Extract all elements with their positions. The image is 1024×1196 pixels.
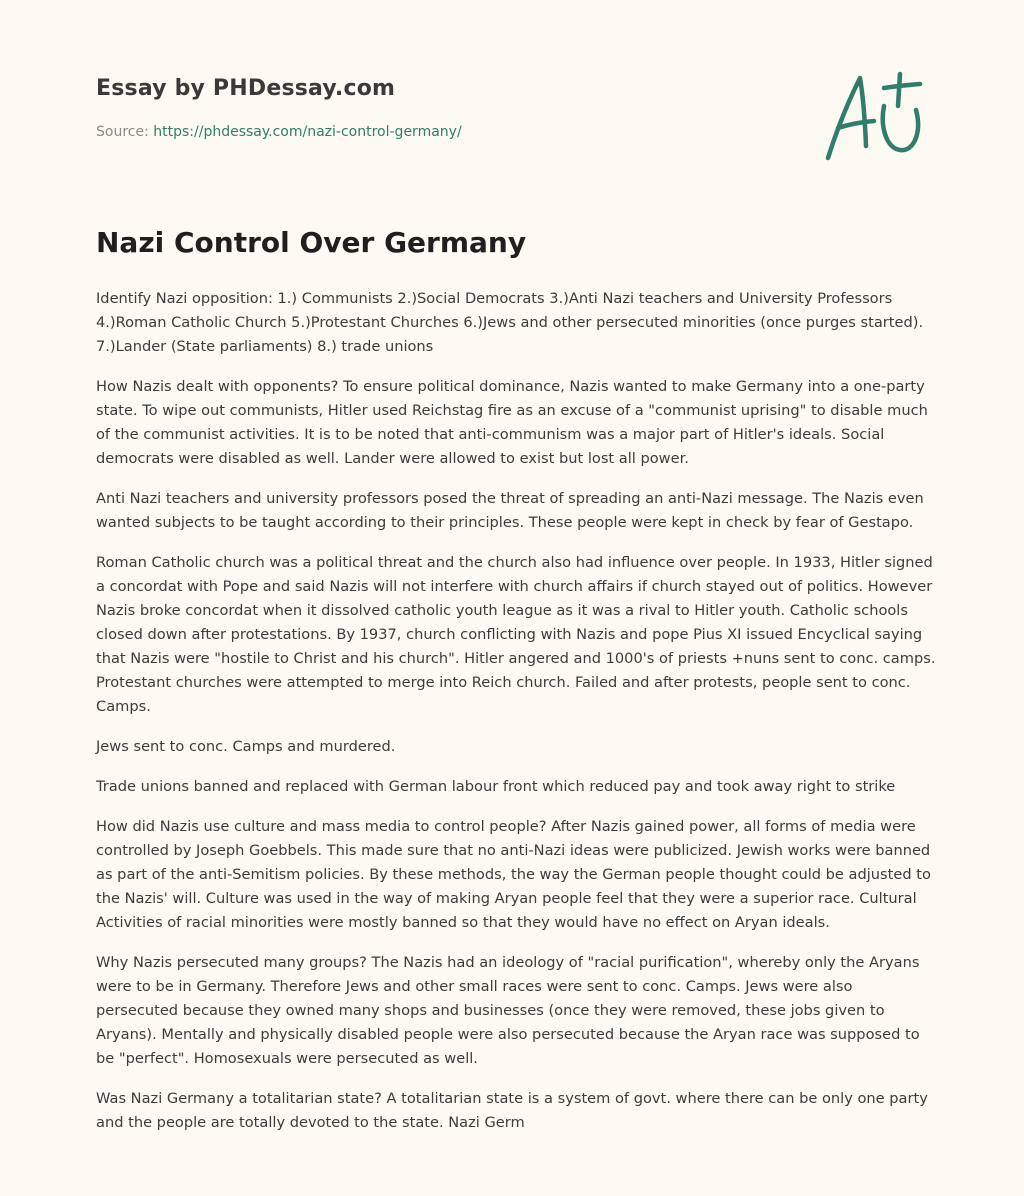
paragraph: How did Nazis use culture and mass media to control people? After Nazis gained power, all forms of media were controlled by Joseph Goebbels. This made sure that no anti-Nazi ideas were publicized. Jewish works were banned as part of the anti-Semitism policies. By these methods, the way the German people thought could be adjusted to the Nazis' will. Culture was used in the way of making Aryan people feel that they were a superior race. Cultural Activities of racial minorities were mostly banned so that they would have no effect on Aryan ideals. — [96, 818, 931, 931]
paragraph: Trade unions banned and replaced with German labour front which reduced pay and took away right to strike — [96, 778, 896, 795]
paragraph: Anti Nazi teachers and university professors posed the threat of spreading an anti-Nazi message. The Nazis even wanted subjects to be taught according to their principles. These people were kept in check by fear of Gestapo. — [96, 490, 924, 531]
site-title: Essay by PHDessay.com — [96, 76, 396, 101]
a-plus-logo-icon — [818, 66, 930, 166]
paragraph: How Nazis dealt with opponents? To ensure political dominance, Nazis wanted to make Germany into a one-party state. To wipe out communists, Hitler used Reichstag fire as an excuse of a "communist uprising" to disable much of the communist activities. It is to be noted that anti-communism was a major part of Hitler's ideals. Social democrats were disabled as well. Lander were allowed to exist but lost all power. — [96, 378, 928, 467]
paragraph: Identify Nazi opposition: 1.) Communists 2.)Social Democrats 3.)Anti Nazi teachers and University Professors 4.)Roman Catholic Church 5.)Protestant Churches 6.)Jews and other persecuted minorities (once purges started). 7.)Lander (State parliaments) 8.) trade unions — [96, 290, 924, 355]
source-line — [96, 124, 462, 140]
source-link[interactable]: https://phdessay.com/nazi-control-germany/ — [153, 124, 462, 140]
paragraph: Was Nazi Germany a totalitarian state? A totalitarian state is a system of govt. where there can be only one party and the people are totally devoted to the state. Nazi Germ — [96, 1090, 928, 1131]
source-label: Source: — [96, 124, 154, 140]
essay-title: Nazi Control Over Germany — [96, 226, 527, 259]
paragraph: Why Nazis persecuted many groups? The Nazis had an ideology of "racial purification", whereby only the Aryans were to be in Germany. Therefore Jews and other small races were sent to conc. Camps. Jews were also persecuted because they owned many shops and businesses (once they were removed, these jobs given to Aryans). Mentally and physically disabled people were also persecuted because the Aryan race was supposed to be "perfect". Homosexuals were persecuted as well. — [96, 954, 920, 1067]
essay-body — [96, 287, 936, 1151]
paragraph: Roman Catholic church was a political threat and the church also had influence over people. In 1933, Hitler signed a concordat with Pope and said Nazis will not interfere with church affairs if church stayed out of politics. However Nazis broke concordat when it dissolved catholic youth league as it was a rival to Hitler youth. Catholic schools closed down after protestations. By 1937, church conflicting with Nazis and pope Pius XI issued Encyclical saying that Nazis were "hostile to Christ and his church". Hitler angered and 1000's of priests +nuns sent to conc. camps. Protestant churches were attempted to merge into Reich church. Failed and after protests, people sent to conc. Camps. — [96, 554, 936, 715]
paragraph: Jews sent to conc. Camps and murdered. — [96, 738, 396, 755]
